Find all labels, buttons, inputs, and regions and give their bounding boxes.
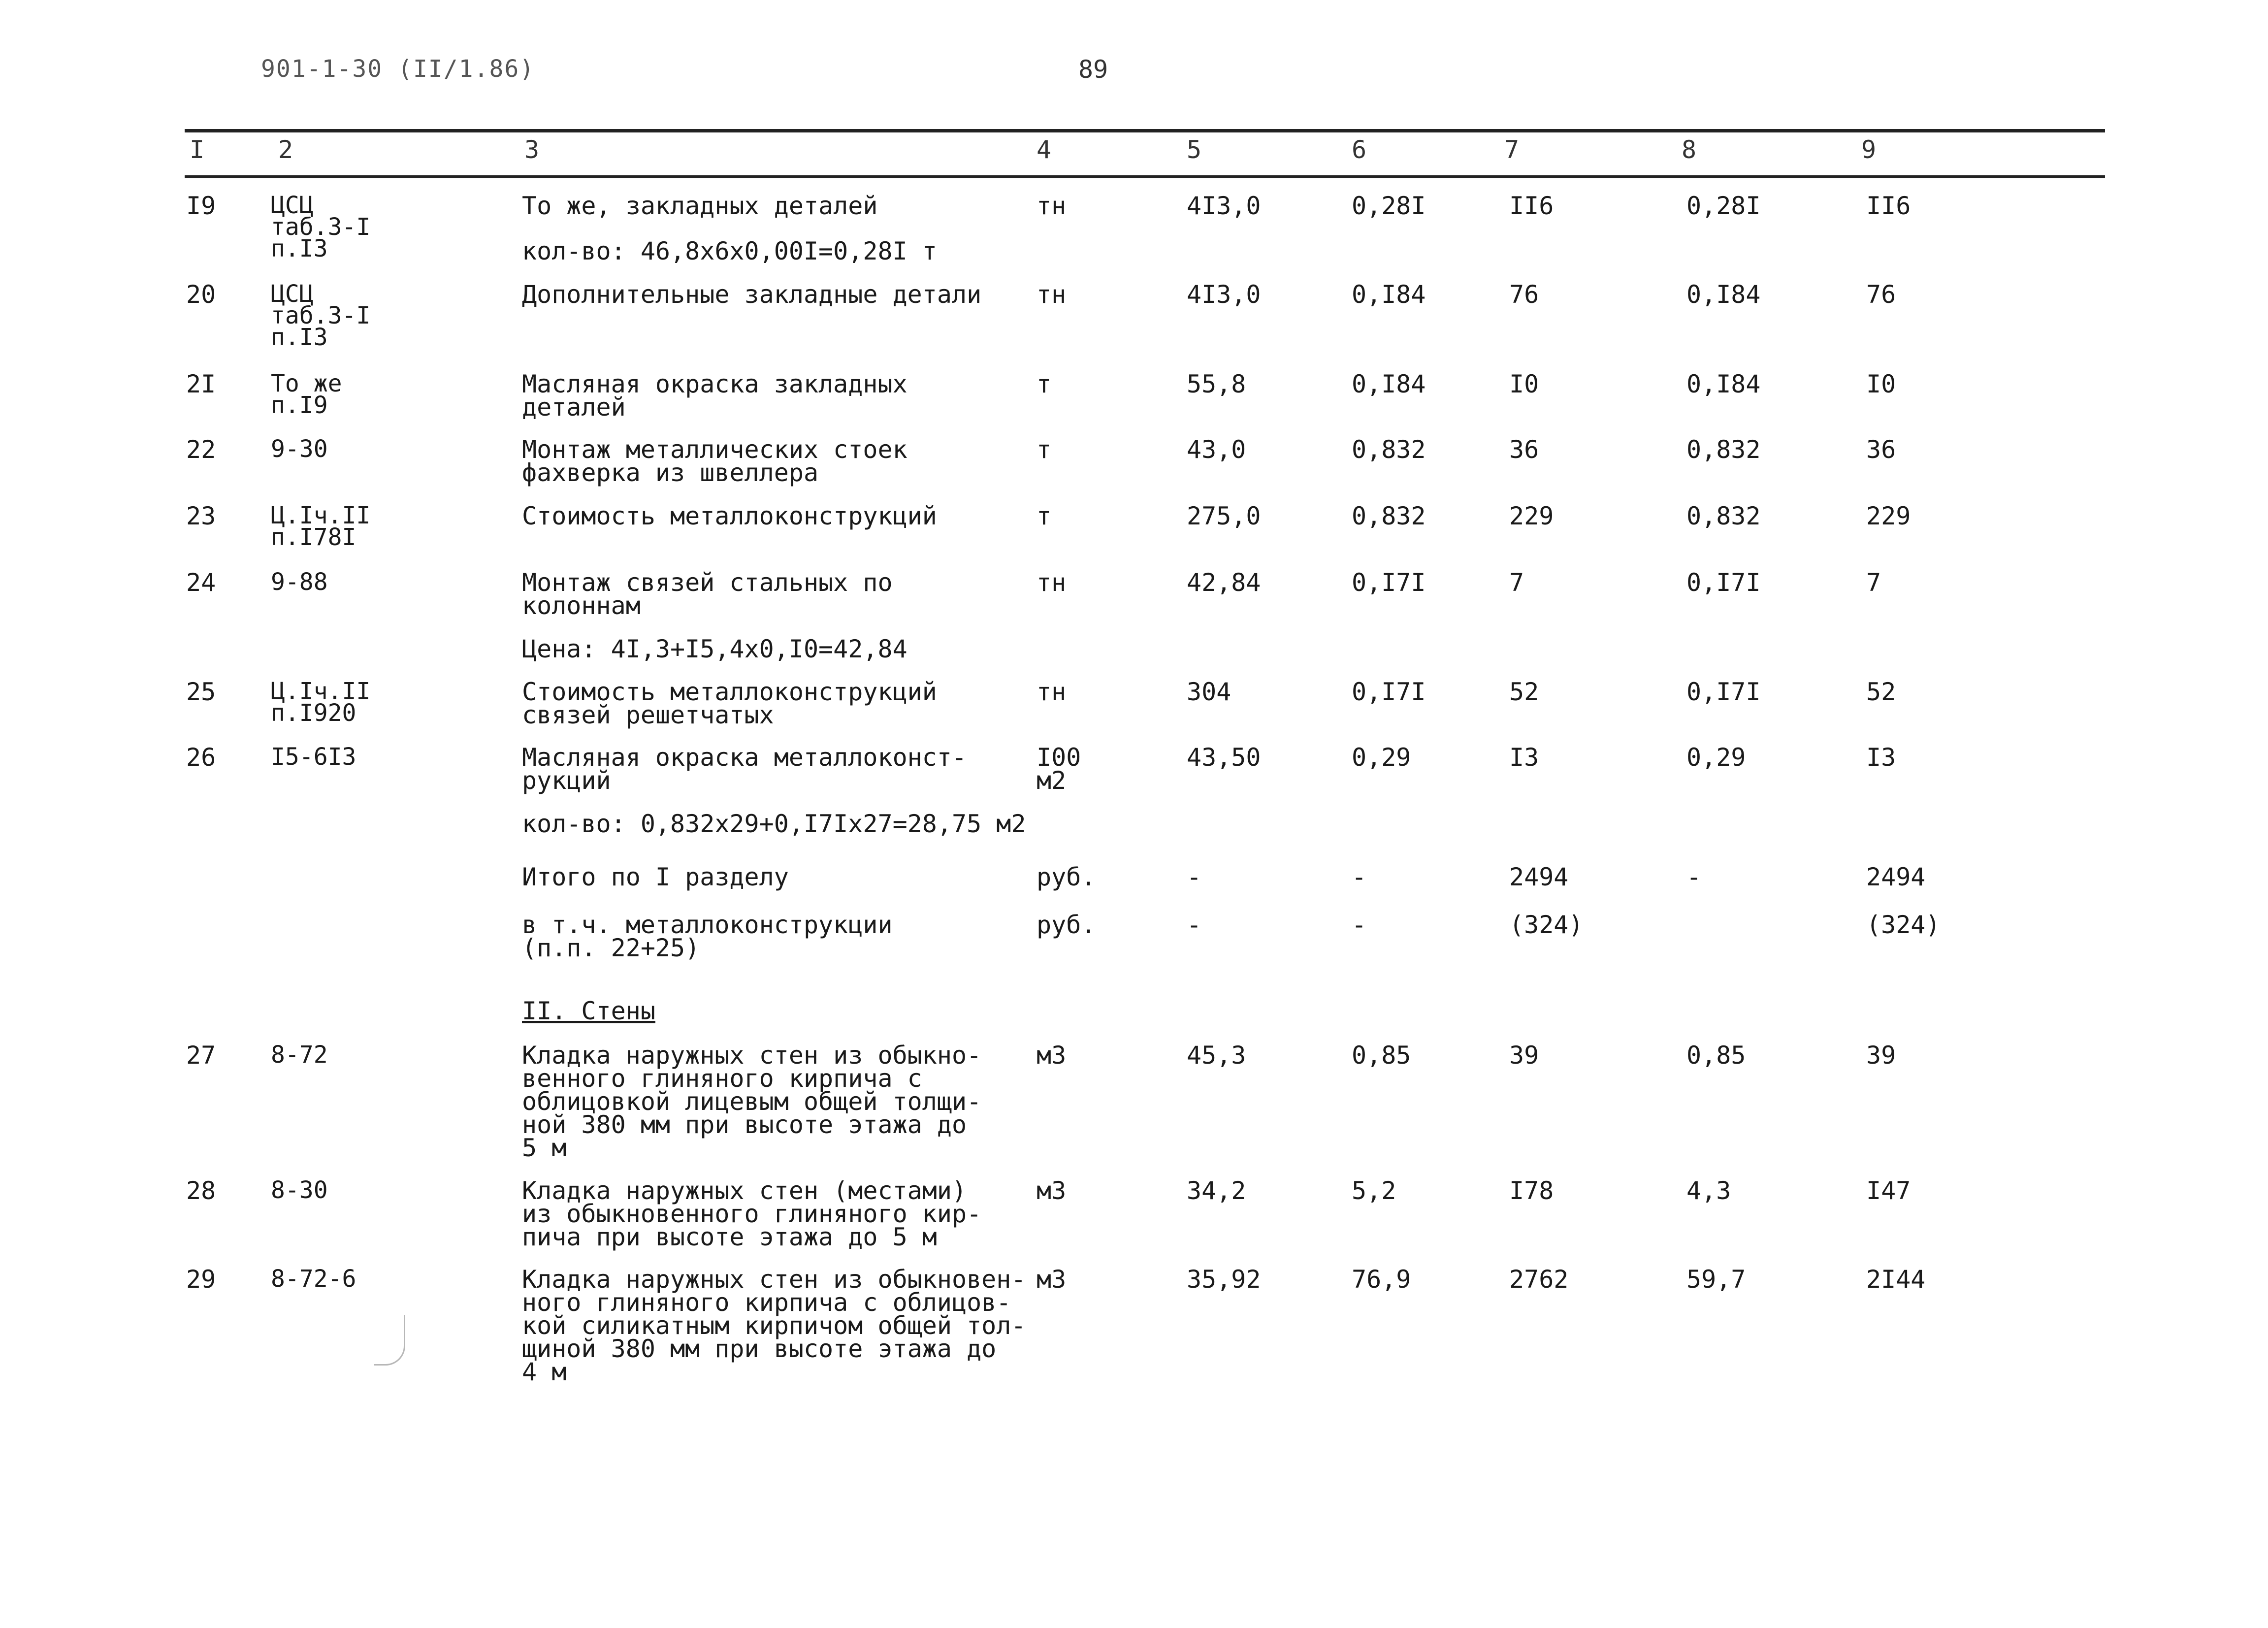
table-top-rule [185,129,2105,132]
cell-total-cost-2: 2494 [1866,863,1926,891]
cell-total-cost: 36 [1509,435,1539,464]
cell-unit-price: 4I3,0 [1187,280,1261,309]
cell-unit: т [1037,370,1052,398]
cell-unit-price: 35,92 [1187,1265,1261,1294]
cell-description: Масляная окраска металлоконст- рукций [522,743,967,795]
cell-description: кол-во: 0,832x29+0,I7Ix27=28,75 м2 [522,810,1026,838]
cell-quantity-2: - [1686,863,1702,891]
scan-mark [374,1315,405,1366]
cell-total-cost: I0 [1509,370,1539,398]
table-header-rule [185,175,2105,178]
cell-description: Кладка наружных стен из обыкновен- ного глиняного кирпича с облицов- кой силикатным кирпичом общей тол- щиной 380 мм при высоте этажа до 4 м [522,1265,1026,1386]
cell-item-number: 20 [186,280,216,309]
cell-rate-code: 9-30 [271,435,328,463]
cell-total-cost: 229 [1509,502,1554,530]
column-header-4: 4 [1037,135,1052,164]
cell-description: То же, закладных деталей [522,192,878,220]
cell-item-number: 23 [186,502,216,530]
cell-item-number: 27 [186,1041,216,1070]
cell-total-cost: 2762 [1509,1265,1569,1294]
column-header-9: 9 [1861,135,1877,164]
column-header-8: 8 [1682,135,1697,164]
cell-unit-price: 43,0 [1187,435,1246,464]
cell-quantity-2: 0,832 [1686,502,1761,530]
column-header-7: 7 [1504,135,1520,164]
cell-unit: м3 [1037,1176,1067,1205]
cell-quantity-2: 0,29 [1686,743,1746,772]
cell-description: Цена: 4I,3+I5,4x0,I0=42,84 [522,635,907,663]
cell-rate-code: 8-30 [271,1176,328,1204]
cell-quantity: 0,85 [1352,1041,1411,1070]
cell-unit: м3 [1037,1265,1067,1294]
cell-total-cost: I78 [1509,1176,1554,1205]
cell-quantity: 76,9 [1352,1265,1411,1294]
cell-unit-price: - [1187,911,1202,939]
cell-quantity: 0,832 [1352,435,1426,464]
cell-unit-price: 34,2 [1187,1176,1246,1205]
cell-description: Кладка наружных стен из обыкно- венного глиняного кирпича с облицовкой лицевым общей толщи- ной 380 мм при высоте этажа до 5 м [522,1041,982,1162]
cell-quantity-2: 0,I7I [1686,568,1761,597]
cell-item-number: 26 [186,743,216,772]
cell-total-cost-2: 229 [1866,502,1911,530]
cell-total-cost: 7 [1509,568,1524,597]
cell-unit: тн [1037,568,1067,597]
cell-unit: т [1037,502,1052,530]
cell-quantity-2: 0,I84 [1686,370,1761,398]
cell-rate-code: ЦСЦ таб.3-I п.I3 [271,280,371,351]
cell-total-cost: I3 [1509,743,1539,772]
cell-description: Монтаж связей стальных по колоннам [522,568,893,620]
cell-unit: руб. [1037,911,1096,939]
cell-unit-price: 275,0 [1187,502,1261,530]
cell-item-number: 25 [186,678,216,706]
cell-total-cost-2: I3 [1866,743,1896,772]
cell-quantity: 5,2 [1352,1176,1396,1205]
cell-description: Стоимость металлоконструкций [522,502,937,530]
cell-total-cost: 76 [1509,280,1539,309]
column-header-1: I [190,135,205,164]
cell-quantity-2: 4,3 [1686,1176,1731,1205]
cell-total-cost-2: (324) [1866,911,1941,939]
cell-item-number: 2I [186,370,216,398]
cell-item-number: I9 [186,192,216,220]
cell-total-cost-2: 36 [1866,435,1896,464]
cell-description: Кладка наружных стен (местами) из обыкновенного глиняного кир- пича при высоте этажа до 5 м [522,1176,982,1251]
cell-item-number: 22 [186,435,216,464]
cell-total-cost: (324) [1509,911,1584,939]
cell-quantity: - [1352,863,1367,891]
cell-description: Стоимость металлоконструкций связей решетчатых [522,678,937,729]
cell-unit-price: 45,3 [1187,1041,1246,1070]
cell-quantity-2: 0,I7I [1686,678,1761,706]
cell-quantity: 0,28I [1352,192,1426,220]
column-header-3: 3 [524,135,540,164]
page-number: 89 [1078,55,1108,84]
cell-description: в т.ч. металлоконструкции (п.п. 22+25) [522,911,893,962]
cell-rate-code: 8-72 [271,1041,328,1069]
cell-quantity-2: 0,28I [1686,192,1761,220]
cell-quantity: 0,I84 [1352,370,1426,398]
cell-quantity-2: 59,7 [1686,1265,1746,1294]
cell-total-cost-2: 7 [1866,568,1881,597]
cell-description: Масляная окраска закладных деталей [522,370,907,422]
cell-unit: тн [1037,678,1067,706]
cell-quantity-2: 0,85 [1686,1041,1746,1070]
cell-rate-code: ЦСЦ таб.3-I п.I3 [271,192,371,262]
cell-unit-price: 43,50 [1187,743,1261,772]
cell-item-number: 29 [186,1265,216,1294]
cell-description: Дополнительные закладные детали [522,280,982,309]
cell-rate-code: Ц.Iч.II п.I920 [271,678,371,727]
cell-description: кол-во: 46,8x6x0,00I=0,28I т [522,237,937,265]
cell-rate-code: 8-72-6 [271,1265,356,1293]
cell-quantity: 0,I7I [1352,568,1426,597]
cell-rate-code: 9-88 [271,568,328,596]
cell-unit-price: 55,8 [1187,370,1246,398]
cell-unit: руб. [1037,863,1096,891]
cell-unit: м3 [1037,1041,1067,1070]
cell-unit: тн [1037,280,1067,309]
column-header-5: 5 [1187,135,1202,164]
cell-item-number: 28 [186,1176,216,1205]
cell-total-cost-2: 52 [1866,678,1896,706]
cell-total-cost-2: 76 [1866,280,1896,309]
cell-description: Монтаж металлических стоек фахверка из швеллера [522,435,907,487]
cell-quantity: 0,29 [1352,743,1411,772]
cell-item-number: 24 [186,568,216,597]
cell-quantity-2: 0,832 [1686,435,1761,464]
cell-total-cost-2: I47 [1866,1176,1911,1205]
cell-rate-code: I5-6I3 [271,743,356,771]
cell-description: Итого по I разделу [522,863,789,891]
cell-total-cost: II6 [1509,192,1554,220]
cell-total-cost-2: 39 [1866,1041,1896,1070]
cell-rate-code: То же п.I9 [271,370,342,419]
cell-unit-price: - [1187,863,1202,891]
cell-unit-price: 4I3,0 [1187,192,1261,220]
cell-quantity: 0,832 [1352,502,1426,530]
cell-quantity: 0,I84 [1352,280,1426,309]
cell-total-cost: 2494 [1509,863,1569,891]
cell-quantity-2: 0,I84 [1686,280,1761,309]
cell-unit: т [1037,435,1052,464]
cell-unit-price: 304 [1187,678,1231,706]
cell-rate-code: Ц.Iч.II п.I78I [271,502,371,551]
cell-total-cost-2: 2I44 [1866,1265,1926,1294]
cell-quantity: - [1352,911,1367,939]
document-code: 901-1-30 (II/1.86) [261,55,535,83]
cell-total-cost: 52 [1509,678,1539,706]
cell-total-cost-2: I0 [1866,370,1896,398]
cell-quantity: 0,I7I [1352,678,1426,706]
section-title: II. Стены [522,997,655,1025]
cell-unit-price: 42,84 [1187,568,1261,597]
cell-total-cost: 39 [1509,1041,1539,1070]
cell-total-cost-2: II6 [1866,192,1911,220]
cell-unit: I00 м2 [1037,743,1081,795]
cell-unit: тн [1037,192,1067,220]
column-header-2: 2 [278,135,293,164]
column-header-6: 6 [1352,135,1367,164]
